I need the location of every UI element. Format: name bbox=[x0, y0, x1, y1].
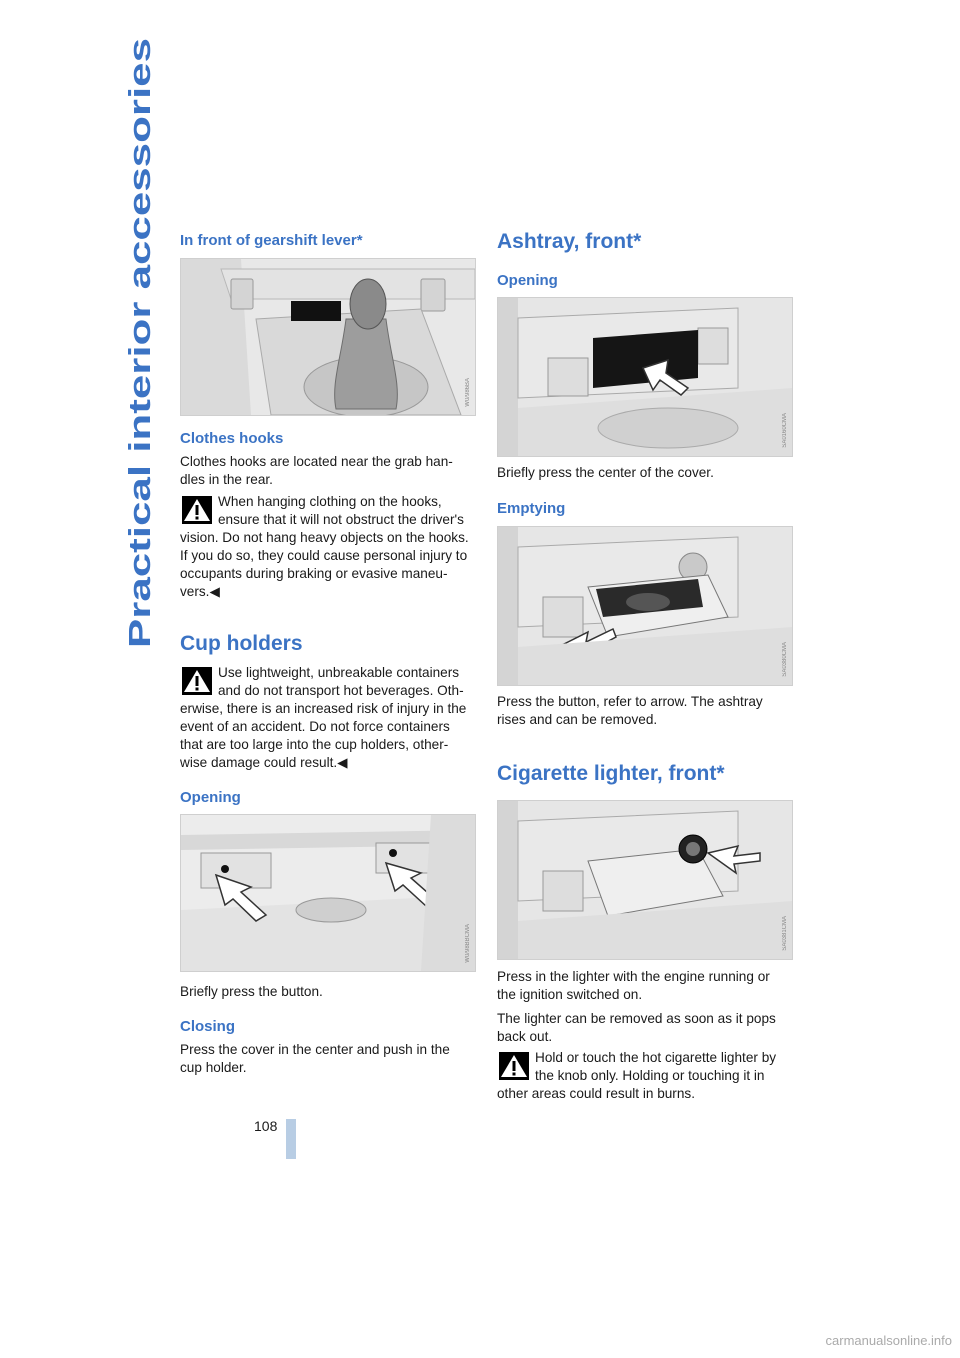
figure-code: W0/98BBCMA bbox=[465, 924, 471, 963]
ashtray-opening-figure bbox=[497, 297, 793, 457]
figure-code: W0/986BA bbox=[465, 378, 471, 407]
opening-text: Briefly press the button. bbox=[180, 984, 323, 999]
figure-code: SA0380CMA bbox=[782, 642, 788, 677]
ashtray-heading: Ashtray, front* bbox=[497, 230, 642, 253]
figure-code: SA0381CMA bbox=[782, 916, 788, 951]
ashtray-emptying-figure bbox=[497, 526, 793, 686]
cup-holders-warning bbox=[180, 664, 474, 772]
lighter-warning-text: Hold or touch the hot cigarette lighter by the knob only. Holding or touching it in other areas could result in burns. bbox=[497, 1050, 777, 1101]
lighter-text-1: Press in the lighter with the engine running or the ignition switched on. bbox=[497, 969, 770, 1002]
footer-watermark: carmanualsonline.info bbox=[825, 1333, 952, 1348]
clothes-hooks-warning-text: When hanging clothing on the hooks, ensure that it will not obstruct the driver's vision. Do not hang heavy objects on the hooks. If you do so, they could cause personal injury to occupants during braking or evasive maneu-vers.◀ bbox=[180, 494, 469, 599]
closing-heading: Closing bbox=[180, 1018, 235, 1035]
cup-holders-warning-text: Use lightweight, unbreakable containers and do not transport hot beverages. Oth-erwise, there is an increased risk of injury in the event of an accident. Do not force containers that are too large into the cup holders, other-wise damage could result.◀ bbox=[180, 665, 467, 770]
ashtray-opening-text: Briefly press the center of the cover. bbox=[497, 465, 714, 480]
figure-code: SA0160CMA bbox=[782, 413, 788, 448]
clothes-hooks-text: Clothes hooks are located near the grab han-dles in the rear. bbox=[180, 454, 453, 487]
warning-icon bbox=[182, 667, 212, 695]
lighter-warning bbox=[497, 1049, 791, 1103]
lighter-heading: Cigarette lighter, front* bbox=[497, 762, 725, 785]
chapter-title-text: Practical interior accessories bbox=[122, 217, 157, 648]
warning-icon bbox=[499, 1052, 529, 1080]
emptying-heading: Emptying bbox=[497, 500, 566, 517]
warning-icon bbox=[182, 496, 212, 524]
lighter-text-2: The lighter can be removed as soon as it pops back out. bbox=[497, 1011, 776, 1044]
clothes-hooks-warning bbox=[180, 493, 474, 601]
opening-heading: Opening bbox=[180, 789, 241, 806]
closing-text: Press the cover in the center and push in the cup holder. bbox=[180, 1042, 450, 1075]
page-marker-bar bbox=[286, 1119, 296, 1159]
cigarette-lighter-figure bbox=[497, 800, 793, 960]
cup-holder-opening-figure bbox=[180, 814, 476, 972]
chapter-title bbox=[118, 28, 158, 648]
gearshift-figure bbox=[180, 258, 476, 416]
emptying-text: Press the button, refer to arrow. The ashtray rises and can be removed. bbox=[497, 694, 763, 727]
gear-heading: In front of gearshift lever* bbox=[180, 232, 363, 249]
page-number: 108 bbox=[254, 1118, 278, 1134]
ashtray-opening-heading: Opening bbox=[497, 272, 558, 289]
clothes-hooks-heading: Clothes hooks bbox=[180, 430, 284, 447]
cup-holders-heading: Cup holders bbox=[180, 632, 303, 655]
